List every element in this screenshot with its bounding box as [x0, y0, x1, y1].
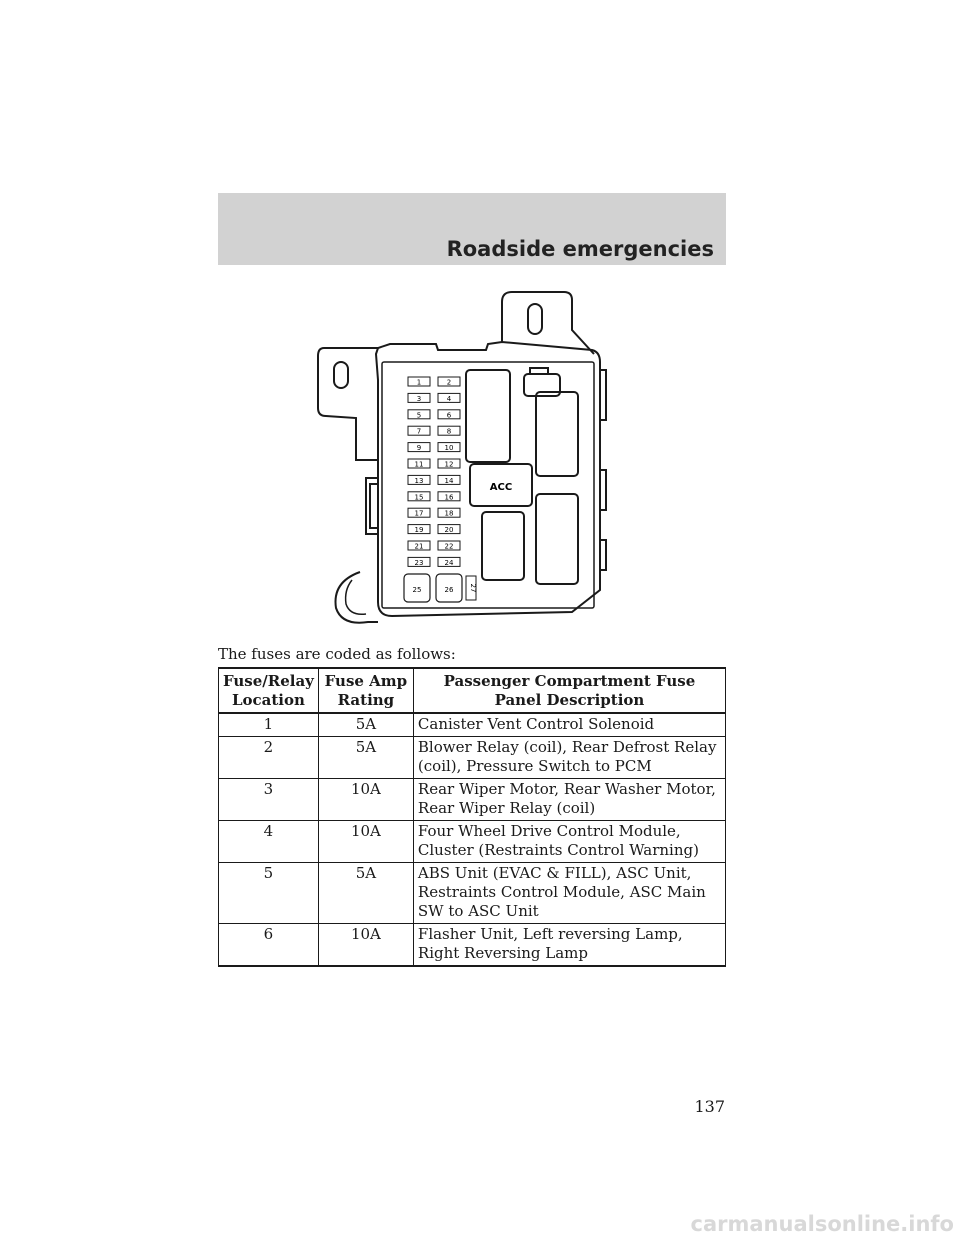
- fuse-slot-20: [438, 525, 460, 535]
- fuse-slot-16: [438, 492, 460, 502]
- cell-location: 2: [219, 737, 319, 779]
- fuse-slot-21: [408, 541, 430, 551]
- fuse-number: 24: [444, 558, 454, 567]
- fuse-number: 5: [416, 411, 422, 420]
- fuse-slot-22: [438, 541, 460, 551]
- fuse-number: 11: [414, 460, 424, 469]
- table-row: [219, 821, 726, 863]
- fuse-slot-9: [408, 443, 430, 453]
- fuse-panel-diagram: [316, 290, 616, 632]
- page-number: 137: [694, 1097, 725, 1116]
- cell-description: Canister Vent Control Solenoid: [413, 713, 725, 737]
- fuse-number: 10: [444, 444, 454, 453]
- header-amp: Fuse Amp Rating: [318, 668, 413, 713]
- cell-location: 1: [219, 713, 319, 737]
- fuse-grid: [408, 377, 460, 567]
- fuse-number: 7: [416, 427, 422, 436]
- fuse-number: 26: [444, 586, 454, 594]
- fuse-slot-5: [408, 410, 430, 420]
- fuse-slot-11: [408, 459, 430, 469]
- fuse-slot-3: [408, 393, 430, 403]
- fuse-number: 23: [414, 558, 424, 567]
- section-header-band: [218, 193, 726, 265]
- fuse-slot-10: [438, 443, 460, 453]
- intro-text: The fuses are coded as follows:: [218, 645, 456, 663]
- fuse-slot-13: [408, 475, 430, 485]
- cell-amp: 10A: [318, 821, 413, 863]
- cell-amp: 5A: [318, 737, 413, 779]
- fuse-number: 18: [444, 509, 454, 518]
- fuse-number: 6: [446, 411, 452, 420]
- relay-upper-right: [536, 392, 578, 476]
- fuse-slot-26: [436, 574, 462, 602]
- fuse-number: 1: [416, 378, 422, 387]
- fuse-number: 12: [444, 460, 454, 469]
- mount-hole-top: [528, 304, 542, 334]
- cell-description: Flasher Unit, Left reversing Lamp, Right Reversing Lamp: [413, 924, 725, 967]
- cell-description: Blower Relay (coil), Rear Defrost Relay (coil), Pressure Switch to PCM: [413, 737, 725, 779]
- fuse-slot-14: [438, 475, 460, 485]
- fuse-slot-27: [466, 576, 477, 600]
- fuse-number: 8: [446, 427, 452, 436]
- section-title: Roadside emergencies: [446, 237, 714, 261]
- watermark: carmanualsonline.info: [690, 1212, 954, 1236]
- fuse-number: 19: [414, 526, 424, 535]
- table-row: [219, 779, 726, 821]
- fuse-number: 15: [414, 493, 424, 502]
- fuse-slot-6: [438, 410, 460, 420]
- fuse-slot-4: [438, 393, 460, 403]
- relay-lower-left: [482, 512, 524, 580]
- acc-relay-label: ACC: [489, 482, 513, 493]
- fuse-slot-1: [408, 377, 430, 387]
- table-row: [219, 863, 726, 924]
- fuse-slot-8: [438, 426, 460, 436]
- fuse-number: 14: [444, 476, 454, 485]
- fuse-number: 21: [414, 542, 424, 551]
- mount-hole-side: [334, 362, 348, 388]
- fuse-slot-15: [408, 492, 430, 502]
- fuse-number: 3: [416, 394, 422, 403]
- table-row: [219, 737, 726, 779]
- fuse-number: 22: [444, 542, 454, 551]
- table-row: [219, 924, 726, 967]
- fuse-number: 16: [444, 493, 454, 502]
- fuse-slot-12: [438, 459, 460, 469]
- cell-amp: 5A: [318, 863, 413, 924]
- fuse-number: 20: [444, 526, 454, 535]
- fuse-number: 27: [469, 583, 477, 593]
- cell-amp: 10A: [318, 779, 413, 821]
- fuse-number: 13: [414, 476, 424, 485]
- cell-amp: 10A: [318, 924, 413, 967]
- fuse-number: 9: [416, 444, 422, 453]
- cell-location: 3: [219, 779, 319, 821]
- header-description: Passenger Compartment Fuse Panel Description: [413, 668, 725, 713]
- fuse-table: [218, 667, 726, 967]
- fuse-slot-25: [404, 574, 430, 602]
- fuse-number: 2: [446, 378, 452, 387]
- fuse-slot-19: [408, 525, 430, 535]
- cell-amp: 5A: [318, 713, 413, 737]
- relay-lower-right: [536, 494, 578, 584]
- fuse-slot-23: [408, 557, 430, 567]
- cell-location: 5: [219, 863, 319, 924]
- fuse-slot-7: [408, 426, 430, 436]
- fuse-number: 4: [446, 394, 452, 403]
- cell-location: 4: [219, 821, 319, 863]
- cell-description: ABS Unit (EVAC & FILL), ASC Unit, Restraints Control Module, ASC Main SW to ASC Unit: [413, 863, 725, 924]
- table-row: [219, 713, 726, 737]
- header-location: Fuse/Relay Location: [219, 668, 319, 713]
- large-fuses: [404, 574, 477, 602]
- fuse-number: 17: [414, 509, 424, 518]
- cell-location: 6: [219, 924, 319, 967]
- cell-description: Rear Wiper Motor, Rear Washer Motor, Rear Wiper Relay (coil): [413, 779, 725, 821]
- cell-description: Four Wheel Drive Control Module, Cluster (Restraints Control Warning): [413, 821, 725, 863]
- table-header-row: [219, 668, 726, 713]
- fuse-slot-17: [408, 508, 430, 518]
- fuse-number: 25: [412, 586, 422, 594]
- fuse-slot-2: [438, 377, 460, 387]
- fuse-slot-18: [438, 508, 460, 518]
- fuse-slot-24: [438, 557, 460, 567]
- relay-upper-left: [466, 370, 510, 462]
